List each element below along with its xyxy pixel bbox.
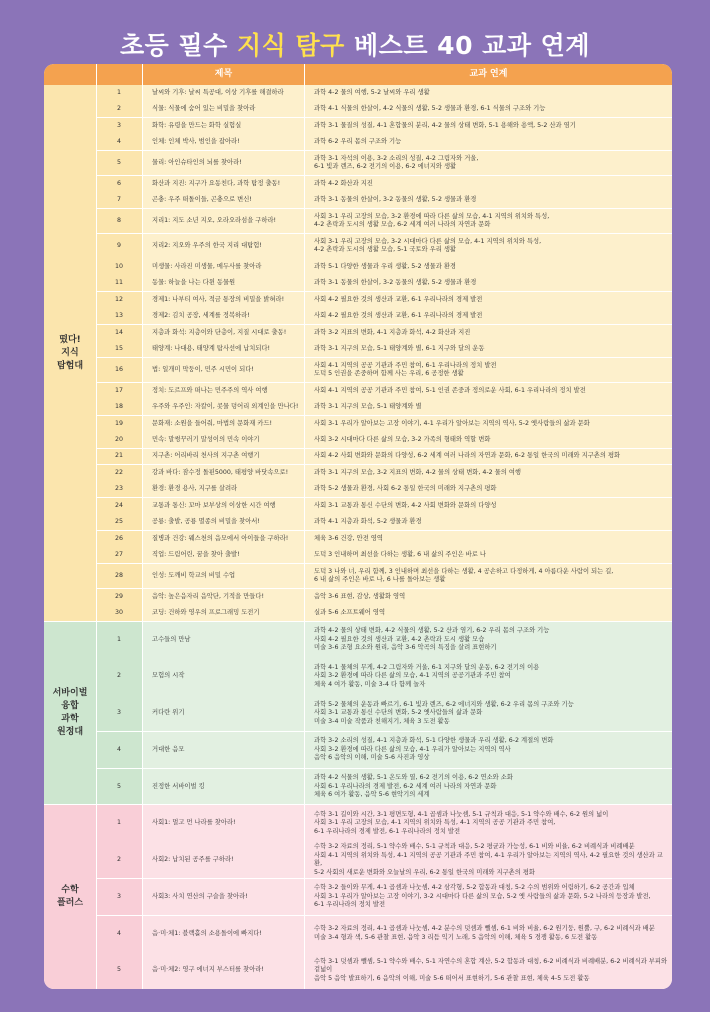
row-number: 26 [96,531,142,547]
row-title: 지구촌: 어리바리 천사의 지구촌 여행기 [143,449,304,465]
row-curriculum-link: 과학 4-1 식물의 한살이, 4-2 식물의 생활, 5-2 생물과 환경, 6-1 식물의 구조와 기능 [305,101,672,117]
row-curriculum-link: 음악 3-6 표현, 감상, 생활화 영역 [305,589,672,605]
table-row [44,732,672,769]
row-title: 법: 일개미 막둥이, 민주 시민이 되다! [143,358,304,383]
page-title [0,26,710,62]
row-number: 22 [96,465,142,481]
table-row [44,916,672,953]
table-row [44,234,672,259]
table-row [44,952,672,989]
row-number: 14 [96,325,142,341]
row-title: 정치: 도르프와 떠나는 민주주의 역사 여행 [143,383,304,399]
table-row [44,547,672,563]
header-link-column: 교과 연계 [469,69,508,79]
row-number: 15 [96,341,142,357]
table-row [44,325,672,341]
row-title: 민속: 말썽꾸러기 말성이의 민속 이야기 [143,432,304,448]
row-number: 2 [96,101,142,117]
section-label: 수학 플러스 [44,805,96,989]
row-title: 코딩: 건하와 영우의 프로그래밍 도전기 [143,605,304,621]
row-number: 4 [96,134,142,150]
row-title: 음·미·체1: 블랙홀의 소용돌이에 빠지다! [143,916,304,953]
table-row [44,275,672,291]
title-part2: 베스트 40 교과 연계 [344,31,590,60]
row-curriculum-link: 도덕 3 인내하며 최선을 다하는 생활, 6 내 삶의 주인은 바로 나 [305,547,672,563]
row-curriculum-link: 과학 4-2 화산과 지진 [305,176,672,192]
title-part1: 초등 필수 [120,31,238,60]
table-row [44,151,672,176]
table-row [44,769,672,806]
table-row [44,134,672,150]
row-title: 직업: 드림어린, 꿈을 찾아 출발! [143,547,304,563]
row-curriculum-link: 과학 4-2 식물의 생활, 5-1 온도와 열, 6-2 전기의 이용, 6-2 연소와 소화 사회 6-1 우리나라의 경제 발전, 6-2 세계 여러 나라의 자연과 문화 체육 6 여가 활동, 음악 5-6 현악기의 세계 [305,769,672,806]
row-title: 태양계: 나대용, 태양계 탐사선에 납치되다! [143,341,304,357]
table-row [44,481,672,497]
row-title: 인체: 인체 박사, 범인을 잡아라! [143,134,304,150]
row-title: 지층과 화석: 지층이와 단층이, 지질 시대로 출동! [143,325,304,341]
row-curriculum-link: 사회 4-2 사회 변화와 문화의 다양성, 6-2 세계 여러 나라의 자연과 문화, 6-2 통일 한국의 미래와 지구촌의 평화 [305,449,672,465]
table-row [44,805,672,842]
title-highlight: 지식 탐구 [237,31,345,60]
row-curriculum-link: 체육 3-6 건강, 안전 영역 [305,531,672,547]
row-number: 1 [96,622,142,659]
row-title: 물리: 아인슈타인의 뇌를 찾아라! [143,151,304,176]
table-row [44,605,672,621]
row-curriculum-link: 과학 4-1 지층과 화석, 5-2 생물과 환경 [305,514,672,530]
row-curriculum-link: 과학 3-1 물질의 성질, 4-1 혼합물의 분리, 4-2 물의 상태 변화, 5-1 용해와 용액, 5-2 산과 염기 [305,118,672,134]
row-title: 고수들의 만남 [143,622,304,659]
row-title: 거대한 음모 [143,732,304,769]
row-number: 2 [96,842,142,879]
row-title: 사회1: 멀고 먼 나라를 찾아라! [143,805,304,842]
table-row [44,514,672,530]
row-title: 진정한 서바이벌 킹 [143,769,304,806]
row-number: 19 [96,416,142,432]
section-label: 떴다! 지식 탐험대 [44,85,96,622]
row-number: 13 [96,308,142,324]
row-number: 2 [96,658,142,695]
row-title: 화산과 지진: 지구가 요동친다, 과학 탐정 출동! [143,176,304,192]
table-row [44,465,672,481]
row-number: 3 [96,118,142,134]
row-number: 16 [96,358,142,383]
row-title: 문화재: 소원을 들어줘, 마법의 문화재 카드! [143,416,304,432]
row-number: 11 [96,275,142,291]
row-number: 24 [96,498,142,514]
row-number: 5 [96,769,142,806]
table-row [44,209,672,234]
row-title: 환경: 환경 용사, 지구를 살려라 [143,481,304,497]
table-row [44,531,672,547]
row-curriculum-link: 수학 3-1 길이와 시간, 3-1 평면도형, 4-1 곱셈과 나눗셈, 5-1 규칙과 대응, 5-1 약수와 배수, 6-2 원의 넓이 사회 3-1 우리 고장의 모습, 4-1 지역의 위치와 특성, 4-1 지역의 공공 기관과 주민 참여, 6-1 우리나라의 경제 발전, 6-1 우리나라의 정치 발전 [305,805,672,842]
row-title: 동물: 하늘을 나는 다윈 동물원 [143,275,304,291]
table-row [44,341,672,357]
row-number: 29 [96,589,142,605]
column-divider [142,64,143,989]
row-number: 12 [96,292,142,308]
row-curriculum-link: 과학 4-2 물의 여행, 5-2 날씨와 우리 생활 [305,85,672,101]
row-number: 1 [96,805,142,842]
row-title: 인성: 도깨비 학교의 비밀 수업 [143,564,304,589]
row-number: 4 [96,916,142,953]
row-curriculum-link: 사회 3-1 교통과 통신 수단의 변화, 4-2 사회 변화와 문화의 다양성 [305,498,672,514]
row-curriculum-link: 과학 5-2 생물과 환경, 사회 6-2 통일 한국의 미래와 지구촌의 평화 [305,481,672,497]
row-number: 3 [96,695,142,732]
row-curriculum-link: 수학 3-2 자료의 정리, 4-1 곱셈과 나눗셈, 4-2 분수의 덧셈과 뺄셈, 6-1 비와 비율, 6-2 원기둥, 원뿔, 구, 6-2 비례식과 배분 미술 3-4 형과 색, 5-6 관찰 표현, 음악 3 리듬 익기 노래, 5 음악의 이해, 체육 5 경쟁 활동, 6 도전 활동 [305,916,672,953]
curriculum-table [44,64,672,989]
row-curriculum-link: 과학 5-2 물체의 운동과 빠르기, 6-1 빛과 렌즈, 6-2 에너지와 생활, 6-2 우리 몸의 구조와 기능 사회 3-1 교통과 통신 수단의 변화, 5-2 옛사람들의 삶과 문화 미술 3-4 미술 작품과 친해지기, 체육 3 도전 활동 [305,695,672,732]
row-title: 화학: 유령을 만드는 화학 실험실 [143,118,304,134]
row-title: 지리1: 지도 소년 지오, 오라오라섬을 구하라! [143,209,304,234]
table-row [44,399,672,415]
row-title: 날씨와 기후: 날씨 특공대, 이상 기후를 해결하라 [143,85,304,101]
row-curriculum-link: 실과 5-6 소프트웨어 영역 [305,605,672,621]
row-title: 모험의 시작 [143,658,304,695]
row-curriculum-link: 도덕 3 나와 너, 우리 함께, 3 인내하며 최선을 다하는 생활, 4 공손하고 다정하게, 4 아름다운 사람이 되는 길, 6 내 삶의 주인은 바로 나, 6 나를 돌아보는 생활 [305,564,672,589]
table-row [44,101,672,117]
table-row [44,564,672,589]
row-curriculum-link: 사회 4-1 지역의 공공 기관과 주민 참여, 6-1 우리나라의 정치 발전 도덕 5 인권을 존중하며 함께 사는 우리, 6 공정한 생활 [305,358,672,383]
row-curriculum-link: 사회 3-1 우리가 알아보는 고장 이야기, 4-1 우리가 알아보는 지역의 역사, 5-2 옛사람들의 삶과 문화 [305,416,672,432]
row-curriculum-link: 과학 3-2 지표의 변화, 4-1 지층과 화석, 4-2 화산과 지진 [305,325,672,341]
row-curriculum-link: 사회 3-1 우리 고장의 모습, 3-2 환경에 따라 다른 삶의 모습, 4-1 지역의 위치와 특성, 4-2 촌락과 도시의 생활 모습, 6-2 세계 여러 나라의 자연과 문화 [305,209,672,234]
row-curriculum-link: 과학 3-1 지구의 모습, 5-1 태양계와 별, 6-1 지구와 달의 운동 [305,341,672,357]
table-row [44,358,672,383]
table-row [44,658,672,695]
row-number: 3 [96,879,142,916]
row-title: 우주와 우주인: 자칼이, 콧물 덩어리 외계인을 만나다! [143,399,304,415]
table-row [44,498,672,514]
row-number: 21 [96,449,142,465]
row-number: 1 [96,85,142,101]
row-number: 27 [96,547,142,563]
row-title: 공룡: 출발, 공룡 멸종의 비밀을 찾아서! [143,514,304,530]
table-row [44,383,672,399]
row-number: 6 [96,176,142,192]
header-title-column: 제목 [214,69,233,79]
row-title: 교통과 통신: 꼬마 보부상의 이상한 시간 여행 [143,498,304,514]
row-curriculum-link: 과학 5-1 다양한 생물과 우리 생활, 5-2 생물과 환경 [305,259,672,275]
table-row [44,292,672,308]
table-row [44,176,672,192]
row-curriculum-link: 사회 3-2 시대마다 다른 삶의 모습, 3-2 가족의 형태와 역할 변화 [305,432,672,448]
row-curriculum-link: 수학 3-1 덧셈과 뺄셈, 5-1 약수와 배수, 5-1 자연수의 혼합 계산, 5-2 합동과 대칭, 6-2 비례식과 비례배분, 6-2 비례식과 부피와 겉넓이 음악 5 음악 발표하기, 6 음악의 이해, 미술 5-6 떠어서 표현하기, 5-6 관찰 표현, 체육 4-5 도전 활동 [305,952,672,989]
row-title: 곤충: 우주 떠돌이들, 곤충으로 변신! [143,192,304,208]
row-title: 음·미·체2: 영구 에너지 부스터를 찾아라! [143,952,304,989]
row-curriculum-link: 사회 4-1 지역의 공공 기관과 주민 참여, 5-1 인권 존중과 정의로운 사회, 6-1 우리나라의 정치 발전 [305,383,672,399]
row-title: 커다란 위기 [143,695,304,732]
row-number: 20 [96,432,142,448]
column-divider [96,64,97,989]
row-title: 강과 바다: 잠수정 돌핀5000, 태평양 바닷속으로! [143,465,304,481]
column-divider [304,64,305,989]
row-number: 4 [96,732,142,769]
section-label: 서바이벌 융합 과학 원정대 [44,622,96,806]
row-curriculum-link: 사회 4-2 필요한 것의 생산과 교환, 6-1 우리나라의 경제 발전 [305,308,672,324]
row-number: 7 [96,192,142,208]
row-curriculum-link: 과학 3-1 지구의 모습, 5-1 태양계와 별 [305,399,672,415]
row-title: 사회2: 납치된 공주를 구하라! [143,842,304,879]
row-number: 8 [96,209,142,234]
row-number: 30 [96,605,142,621]
row-title: 음악: 높은음자리 음악단, 기적을 만들다! [143,589,304,605]
table-row [44,589,672,605]
row-curriculum-link: 수학 3-2 들이와 무게, 4-1 곱셈과 나눗셈, 4-2 삼각형, 5-2 합동과 대칭, 5-2 수의 범위와 어림하기, 6-2 공간과 입체 사회 3-1 우리가 알아보는 고장 이야기, 3-2 시대마다 다른 삶의 모습, 5-2 옛 사람들의 삶과 문화, 5-2 나라의 등장과 발전, 6-1 우리나라의 정치 발전 [305,879,672,916]
row-title: 질병과 건강: 웨스천의 음모에서 아이들을 구하라! [143,531,304,547]
row-curriculum-link: 과학 3-1 자석의 이용, 3-2 소리의 성질, 4-2 그림자와 거울, 6-1 빛과 렌즈, 6-2 전기의 이용, 6-2 에너지와 생활 [305,151,672,176]
row-number: 10 [96,259,142,275]
table-row [44,192,672,208]
row-title: 미생물: 사라진 미생물, 메두사를 찾아라 [143,259,304,275]
row-number: 25 [96,514,142,530]
row-curriculum-link: 과학 3-1 지구의 모습, 3-2 지표의 변화, 4-2 물의 상태 변화, 4-2 물의 여행 [305,465,672,481]
row-number: 18 [96,399,142,415]
row-number: 23 [96,481,142,497]
row-curriculum-link: 과학 4-1 물체의 무게, 4-2 그림자와 거울, 6-1 지구와 달의 운동, 6-2 전기의 이용 사회 3-2 환경에 따라 다른 삶의 모습, 4-1 지역의 공공기관과 주민 참여 체육 4 여가 활동, 미술 3-4 다 함께 놀자 [305,658,672,695]
row-number: 5 [96,151,142,176]
row-title: 지리2: 지오와 우주의 한국 지리 대탐험! [143,234,304,259]
row-curriculum-link: 수학 3-2 자료의 정리, 5-1 약수와 배수, 5-1 규칙과 대응, 5-2 평균과 가능성, 6-1 비와 비율, 6-2 비례식과 비례배분 사회 4-1 지역의 위치와 특성, 4-1 지역의 공공 기관과 주민 참여, 4-1 우리가 알아보는 지역의 역사, 4-2 필요한 것의 생산과 교환, 5-2 사회의 새로운 변화와 오늘날의 우리, 6-2 통일 한국의 미래와 지구촌의 평화 [305,842,672,879]
table-row [44,622,672,659]
row-title: 사회3: 사치 연산의 구슬을 찾아라! [143,879,304,916]
table-header [44,64,672,85]
table-row [44,85,672,101]
table-row [44,695,672,732]
table-row [44,842,672,879]
table-row [44,259,672,275]
table-row [44,879,672,916]
row-title: 경제2: 김치 공장, 세계를 정복하라! [143,308,304,324]
row-number: 28 [96,564,142,589]
table-row [44,118,672,134]
row-title: 식물: 식물에 숨어 있는 비밀을 찾아라 [143,101,304,117]
row-curriculum-link: 과학 3-1 동물의 한살이, 3-2 동물의 생활, 5-2 생물과 환경 [305,192,672,208]
row-curriculum-link: 과학 3-2 소리의 성질, 4-1 지층과 화석, 5-1 다양한 생물과 우리 생활, 6-2 계절의 변화 사회 3-2 환경에 따라 다른 삶의 모습, 4-1 우리가 알아보는 지역의 역사 음악 6 음악의 이해, 미술 5-6 사진과 영상 [305,732,672,769]
row-curriculum-link: 과학 4-2 물의 상태 변화, 4-2 식물의 생활, 5-2 산과 염기, 6-2 우리 몸의 구조와 기능 사회 4-2 필요한 것의 생산과 교환, 4-2 촌락과 도시 생활 모습 미술 3-6 조형 요소와 원리, 음악 3-6 악곡의 특징을 살려 표현하기 [305,622,672,659]
row-title: 경제1: 나부티 여사, 적금 통장의 비밀을 밝혀라! [143,292,304,308]
table-row [44,449,672,465]
row-number: 5 [96,952,142,989]
row-curriculum-link: 과학 3-1 동물의 한살이, 3-2 동물의 생활, 5-2 생물과 환경 [305,275,672,291]
row-number: 17 [96,383,142,399]
row-number: 9 [96,234,142,259]
row-curriculum-link: 사회 3-1 우리 고장의 모습, 3-2 시대마다 다른 삶의 모습, 4-1 지역의 위치와 특성, 4-2 촌락과 도시의 생활 모습, 5-1 국토와 우리 생활 [305,234,672,259]
table-row [44,432,672,448]
table-row [44,416,672,432]
row-curriculum-link: 사회 4-2 필요한 것의 생산과 교환, 6-1 우리나라의 경제 발전 [305,292,672,308]
row-curriculum-link: 과학 6-2 우리 몸의 구조와 기능 [305,134,672,150]
table-row [44,308,672,324]
